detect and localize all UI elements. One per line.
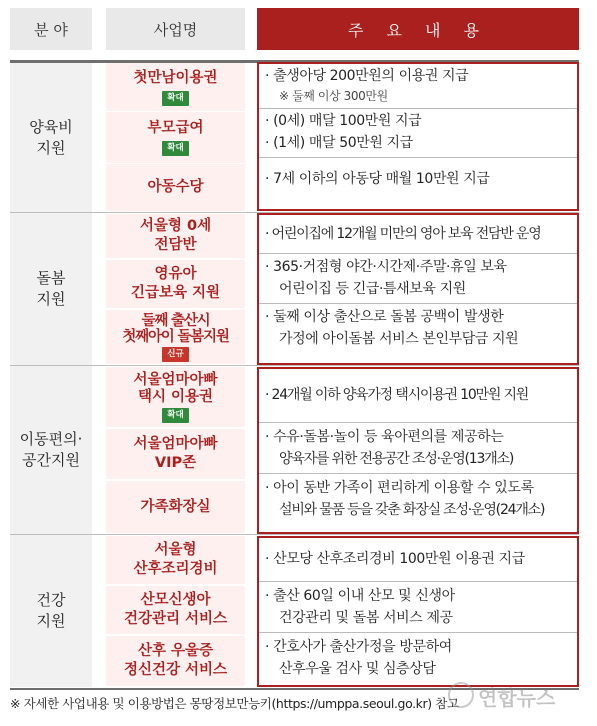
content-line: · (1세) 매달 50만원 지급 <box>265 135 413 151</box>
content-line: · 아이 동반 가족이 편리하게 이용할 수 있도록 <box>265 480 534 496</box>
program-child-allowance <box>106 164 245 211</box>
program-name: 서울엄마아빠 <box>133 436 218 452</box>
content-line: 산후우울 검사 및 심층상담 <box>279 661 436 677</box>
program-name: 서울엄마아빠 <box>133 371 218 388</box>
content-line: · 어린이집에 12개월 미만의 영아 보육 전담반 운영 <box>265 226 541 242</box>
content-line: · 출생아당 200만원의 이용권 지급 <box>265 68 469 84</box>
content-line: · 간호사가 출산가정을 방문하여 <box>265 639 452 655</box>
program-name: 산모신생아 <box>140 592 211 608</box>
header-program: 사업명 <box>106 8 245 50</box>
program-name: 택시 이용권 <box>137 388 214 405</box>
program-maternal-newborn-care <box>106 586 245 634</box>
program-postpartum-mental-health <box>106 636 245 686</box>
program-parent-benefit <box>106 112 245 163</box>
content-divider <box>259 581 577 582</box>
content-box-mobility-space <box>257 367 579 534</box>
program-name: 부모급여 <box>147 120 204 136</box>
watermark-logo-icon <box>448 682 474 708</box>
watermark: 연합뉴스 <box>478 686 556 710</box>
category-divider <box>10 365 579 366</box>
expanded-badge: 확대 <box>162 141 188 156</box>
program-name: 서울형 0세 <box>139 218 212 234</box>
content-line: 가정에 아이돌봄 서비스 본인부담금 지원 <box>279 331 519 347</box>
new-badge: 신규 <box>162 347 188 362</box>
content-line: 설비와 물품 등을 갖춘 화장실 조성·운영(24개소) <box>279 502 545 518</box>
program-taxi-voucher <box>106 367 245 427</box>
category-divider <box>10 534 579 535</box>
program-name: 첫째아이 돌봄지원 <box>122 328 229 345</box>
program-name: 산후 우울증 <box>137 643 214 659</box>
category-childcare-cost: 양육비 지원 <box>10 63 92 212</box>
program-name: 건강관리 서비스 <box>123 611 228 627</box>
program-vip-zone <box>106 429 245 479</box>
expanded-badge: 확대 <box>162 408 188 423</box>
program-name: 가족화장실 <box>140 498 211 515</box>
header-field: 분 야 <box>10 8 92 50</box>
content-line: 양육자를 위한 전용공간 조성·운영(13개소) <box>279 451 514 467</box>
program-name: 긴급보육 지원 <box>130 285 221 301</box>
content-line: 어린이집 등 긴급·틈새보육 지원 <box>279 281 466 297</box>
content-line: · 둘째 이상 출산으로 돌봄 공백이 발생한 <box>265 309 504 325</box>
content-box-care-support <box>257 213 579 365</box>
content-line: · 산모당 산후조리경비 100만원 이용권 지급 <box>265 551 525 567</box>
program-seoul-infant-class <box>106 214 245 258</box>
content-divider <box>259 632 577 633</box>
content-line: · 7세 이하의 아동당 매월 10만원 지급 <box>265 171 490 187</box>
content-divider <box>259 253 577 254</box>
program-emergency-childcare <box>106 260 245 308</box>
program-firstborn-care <box>106 310 245 364</box>
content-line: · 24개월 이하 양육가정 택시이용권 10만원 지원 <box>265 387 529 403</box>
content-line: · (0세) 매달 100만원 지급 <box>265 113 422 129</box>
program-postpartum-expense <box>106 536 245 584</box>
category-health-support: 건강 지원 <box>10 535 92 687</box>
expanded-badge: 확대 <box>162 91 188 106</box>
program-name: 서울형 <box>154 542 197 558</box>
content-line: · 365·거점형 야간·시간제·주말·휴일 보육 <box>265 259 507 275</box>
content-note: ※ 둘째 이상 300만원 <box>279 89 388 103</box>
content-box-childcare-cost <box>257 62 579 211</box>
footnote: ※ 자세한 사업내용 및 이용방법은 몽땅정보만능키(https://umppa.seoul.go.kr) 참고 <box>10 696 459 711</box>
content-divider <box>259 303 577 304</box>
content-divider <box>259 157 577 158</box>
program-name: 영유아 <box>154 266 197 282</box>
content-divider <box>259 473 577 474</box>
program-name: 정신건강 서비스 <box>123 662 228 678</box>
program-first-meeting-voucher <box>106 63 245 111</box>
category-care-support: 돌봄 지원 <box>10 213 92 365</box>
program-name: VIP존 <box>154 455 197 471</box>
content-box-health-support <box>257 536 579 687</box>
header-content: 주 요 내 용 <box>257 8 579 50</box>
program-name: 둘째 출산시 <box>141 312 210 329</box>
content-divider <box>259 422 577 423</box>
content-line: · 수유·돌봄·놀이 등 육아편의를 제공하는 <box>265 429 504 445</box>
program-name: 전담반 <box>154 237 197 253</box>
program-family-restroom <box>106 481 245 533</box>
program-name: 아동수당 <box>147 179 204 195</box>
program-name: 산후조리경비 <box>133 561 218 577</box>
content-line: · 출산 60일 이내 산모 및 신생아 <box>265 588 455 604</box>
content-line: 건강관리 및 돌봄 서비스 제공 <box>279 610 453 626</box>
content-divider <box>259 108 577 109</box>
category-mobility-space: 이동편의· 공간지원 <box>10 366 92 534</box>
program-name: 첫만남이용권 <box>133 69 218 86</box>
